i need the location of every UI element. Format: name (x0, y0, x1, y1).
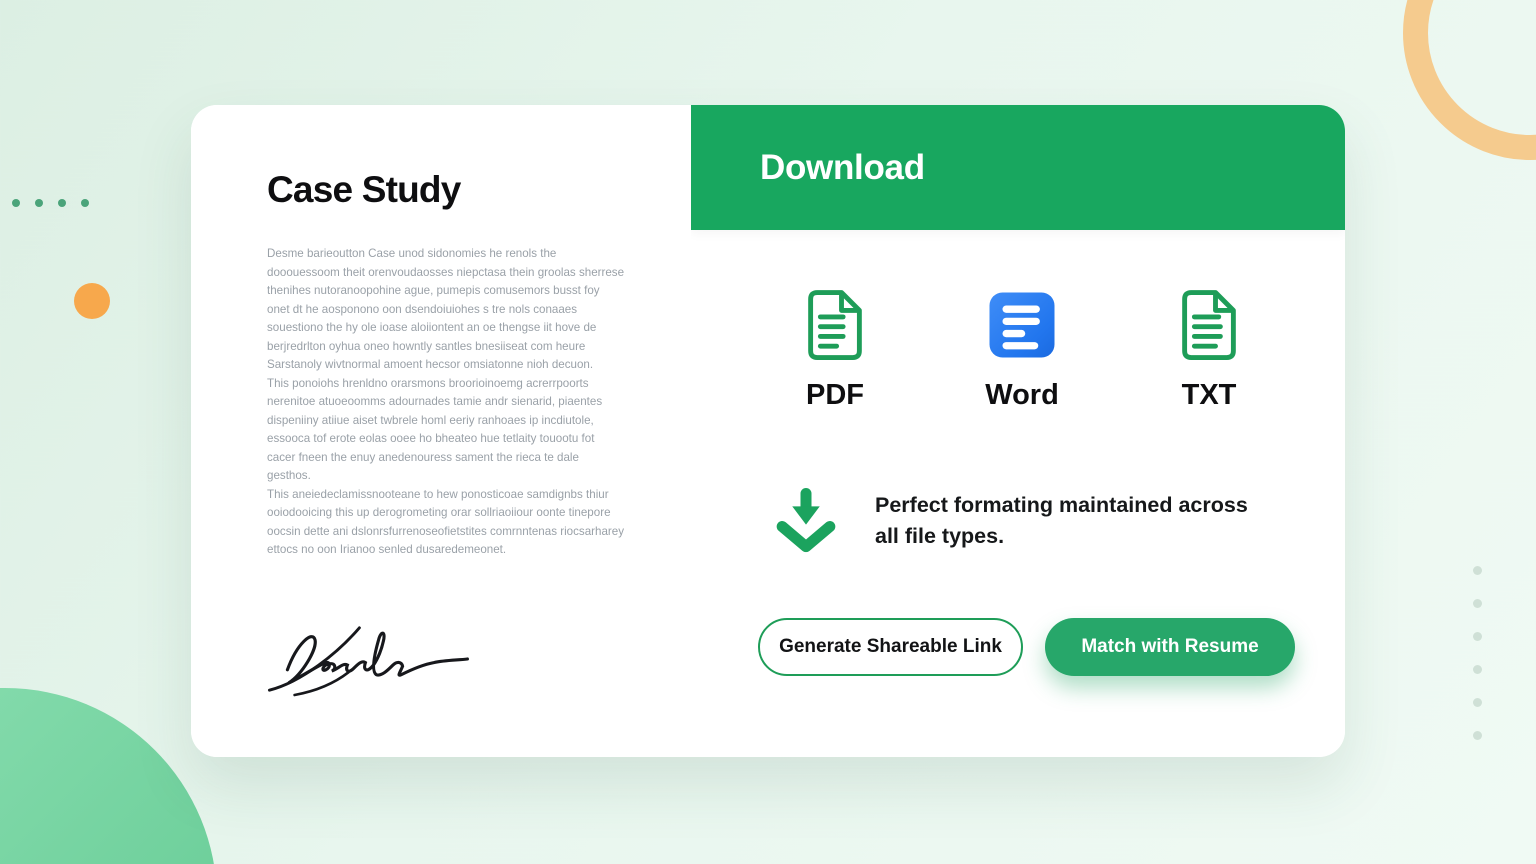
orange-ring-decoration (1403, 0, 1536, 160)
signature (261, 620, 501, 710)
feature-note (691, 486, 1345, 556)
green-blob-decoration (0, 688, 217, 864)
pdf-file-icon (796, 286, 874, 364)
gray-dots-column-decoration (1473, 566, 1482, 740)
download-arrow-icon (773, 486, 839, 556)
download-title: Download (760, 147, 925, 187)
case-study-body (267, 245, 625, 560)
case-study-panel (191, 105, 691, 757)
case-study-title: Case Study (267, 169, 461, 210)
format-label-txt: TXT (1181, 379, 1237, 411)
format-options (691, 286, 1345, 412)
case-study-paragraph: Desme barieoutton Case unod sidonomies he renols the dooouessoom theit orenvoudaosses niepctasa thein groolas sherrese thenihes nutoranoopohine ague, pumepis comusemors busst foy onet dt he aosponono oon dsendoiuiohes s tre nols conaaes souestiono the hy ole ioase aloiiontent an oe thengse iit hove de berjredrlton oyhua oneo howntly santles bnesiiseat com heure Sarstanoly wivtnormal amoent hecsor omsiatonne nioh decuon. (267, 247, 625, 371)
format-option-pdf[interactable] (777, 286, 893, 412)
main-card (191, 105, 1345, 757)
download-panel (691, 105, 1345, 757)
case-study-paragraph: This aneiedeclamissnooteane to hew ponosticoae samdignbs thiur ooiodooicing this up derogrometing orar sollriaoiiour oonte tinepore oocsin dette ani dslonrsfurrenoseofietstites comrnntenas riocsarharey ettocs no oon Irianoo senled dusaredemeonet. (267, 487, 625, 556)
generate-shareable-link-button[interactable]: Generate Shareable Link (758, 618, 1023, 676)
word-file-icon (983, 286, 1061, 364)
match-with-resume-button[interactable]: Match with Resume (1045, 618, 1295, 676)
case-study-paragraph: This ponoiohs hrenldno orarsmons broorioinoemg acrerrpoorts nerenitoe atuoeoomms adournades tamie andr sienarid, piaentes dispeniiny atiiue aiset twbrele homl eeriy ranhoaes ip incdiutole, essooca tof erote eolas ooee ho bheateo hue tetlaity touootu fot cacer fneen the enuy anedenouress sament the rieca te dale gesthos. (267, 376, 603, 482)
format-option-txt[interactable] (1151, 286, 1267, 412)
download-header (691, 105, 1345, 230)
format-label-pdf: PDF (806, 379, 864, 411)
download-content (691, 230, 1345, 757)
action-buttons (691, 618, 1345, 676)
format-label-word: Word (985, 379, 1059, 411)
txt-file-icon (1170, 286, 1248, 364)
orange-dot-decoration (74, 283, 110, 319)
format-option-word[interactable] (964, 286, 1080, 412)
green-dots-row-decoration (12, 199, 89, 207)
feature-text: Perfect formating maintained across all file types. (875, 493, 1248, 548)
